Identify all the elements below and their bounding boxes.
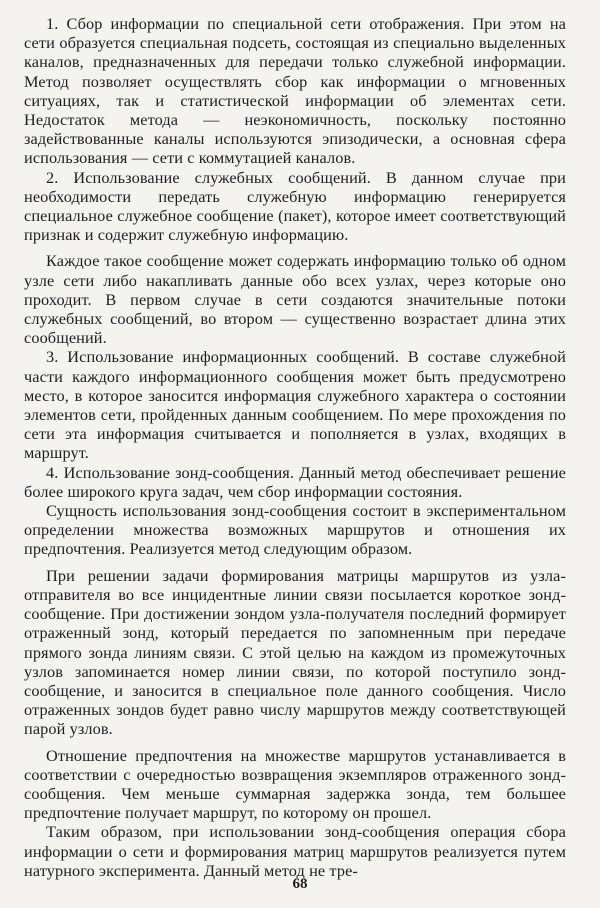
paragraph-5: 4. Использование зонд-сообщения. Данный метод обеспечивает решение более широкого круга задач, чем сбор информации состояния. — [24, 462, 566, 501]
paragraph-3: Каждое такое сообщение может содержать информацию только об одном узле сети либо накапливать данные обо всех узлах, через которые оно проходит. В первом случае в сети создаются значительные потоки служебных сообщений, во втором — существенно возрастает длина этих сообщений. — [24, 251, 566, 348]
page-number: 68 — [292, 876, 308, 892]
paragraph-9: Таким образом, при использовании зонд-сообщения операция сбора информации о сети и формирования матриц маршрутов реализуется путем натурного эксперимента. Данный метод не тре- — [24, 822, 566, 880]
paragraph-1: 1. Сбор информации по специальной сети отображения. При этом на сети образуется специальная подсеть, состоящая из специально выделенных каналов, предназначенных для передачи только служебной информации. Метод позволяет осуществлять сбор как информации о мгновенных ситуациях, так и статистической информации об элементах сети. Недостаток метода — неэкономичность, поскольку постоянно задействованные каналы используются эпизодически, а основная сфера использования — сети с коммутацией каналов. — [24, 14, 566, 168]
body-text — [24, 14, 566, 880]
paragraph-4: 3. Использование информационных сообщений. В составе служебной части каждого информационного сообщения может быть предусмотрено место, в которое заносится информация служебного характера о состоянии элементов сети, пройденных данным сообщением. По мере прохождения по сети эта информация считывается и пополняется в узлах, входящих в маршрут. — [24, 347, 566, 463]
paragraph-8: Отношение предпочтения на множестве маршрутов устанавливается в соответствии с очередностью возвращения экземпляров отраженного зонд-сообщения. Чем меньше суммарная задержка зонда, тем большее предпочтение получает маршрут, по которому он прошел. — [24, 745, 566, 823]
paragraph-7: При решении задачи формирования матрицы маршрутов из узла-отправителя во все инцидентные линии связи посылается короткое зонд-сообщение. При достижении зондом узла-получателя последний формирует отраженный зонд, который передается по запомненным при передаче прямого зонда линиям связи. С этой целью на каждом из промежуточных узлов запоминается номер линии связи, по которой поступило зонд-сообщение, и заносится в специальное поле данного сообщения. Число отраженных зондов будет равно числу маршрутов между соответствующей парой узлов. — [24, 565, 566, 739]
paragraph-2: 2. Использование служебных сообщений. В данном случае при необходимости передать служебную информацию генерируется специальное служебное сообщение (пакет), которое имеет соответствующий признак и содержит служебную информацию. — [24, 167, 566, 245]
paragraph-6: Сущность использования зонд-сообщения состоит в экспериментальном определении множества возможных маршрутов и отношения их предпочтения. Реализуется метод следующим образом. — [24, 501, 566, 559]
